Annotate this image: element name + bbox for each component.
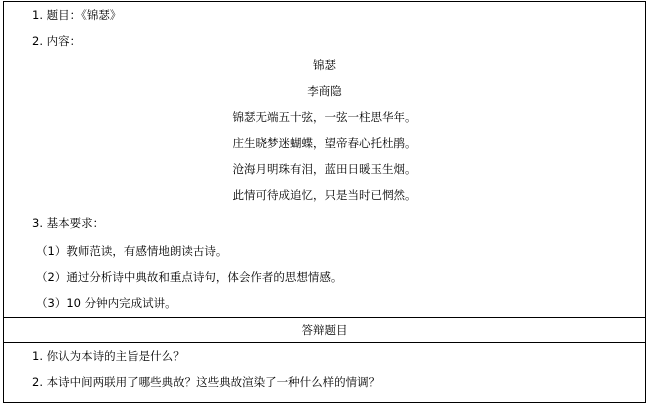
requirements-label: 3. 基本要求： — [32, 216, 105, 230]
title-item: 1. 题目：《锦瑟》 — [32, 8, 122, 22]
section-divider — [4, 317, 645, 318]
document-table — [3, 1, 646, 403]
requirement-item: （2）通过分析诗中典故和重点诗句，体会作者的思想情感。 — [36, 270, 343, 284]
requirement-item: （3）10 分钟内完成试讲。 — [36, 296, 177, 310]
requirement-item: （1）教师范读，有感情地朗读古诗。 — [36, 244, 228, 258]
poem-author: 李商隐 — [307, 84, 342, 98]
defense-question: 1. 你认为本诗的主旨是什么？ — [32, 349, 185, 363]
defense-question: 2. 本诗中间两联用了哪些典故？这些典故渲染了一种什么样的情调？ — [32, 375, 381, 389]
poem-line: 锦瑟无端五十弦，一弦一柱思华年。 — [232, 110, 417, 124]
poem-line: 沧海月明珠有泪，蓝田日暖玉生烟。 — [232, 162, 417, 176]
poem-line: 此情可待成追忆，只是当时已惘然。 — [232, 188, 417, 202]
content-label: 2. 内容： — [32, 34, 82, 48]
poem-title: 锦瑟 — [313, 58, 336, 72]
defense-header: 答辩题目 — [301, 323, 348, 337]
poem-line: 庄生晓梦迷蝴蝶，望帝春心托杜鹃。 — [232, 136, 417, 150]
section-divider — [4, 342, 645, 343]
